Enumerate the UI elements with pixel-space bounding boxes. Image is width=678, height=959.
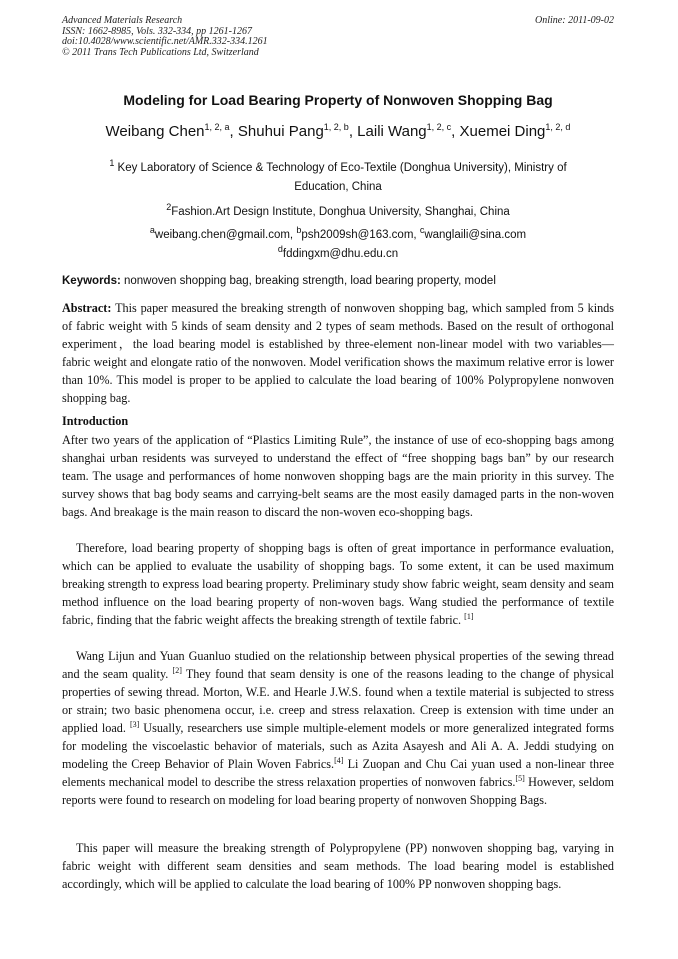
abstract — [62, 299, 614, 407]
author-affiliation-sup: 1, 2, c — [426, 122, 452, 132]
journal-header — [62, 16, 614, 58]
abstract-label: Abstract: — [62, 301, 112, 315]
affiliation-1 — [86, 159, 590, 197]
author-name: Shuhui Pang — [237, 123, 324, 140]
author-affiliation-sup: 1, 2, a — [204, 122, 230, 132]
keywords-label: Keywords: — [62, 275, 121, 287]
affiliation-text: Key Laboratory of Science & Technology of Eco-Textile (Donghua University), Ministry of Education, China — [117, 162, 567, 193]
keywords — [62, 275, 614, 287]
author-name: Weibang Chen — [105, 123, 205, 140]
issn-line: ISSN: 1662-8985, Vols. 332-334, pp 1261-1267 — [62, 25, 252, 37]
paragraph-text: Li Zuopan and Chu Cai yuan used a non-linear three elements mechanical model to describe the stress relaxation properties of nonwoven fabrics. — [62, 757, 615, 789]
keywords-text: nonwoven shopping bag, breaking strength, load bearing property, model — [124, 275, 496, 287]
journal-name: Advanced Materials Research — [62, 15, 183, 26]
citation-ref: [3] — [129, 719, 140, 729]
author-name: Xuemei Ding — [459, 123, 546, 140]
email-marker: b — [296, 225, 302, 236]
affiliation-number: 2 — [166, 202, 172, 213]
email-address[interactable]: weibang.chen@gmail.com, — [154, 229, 294, 241]
author-affiliation-sup: 1, 2, d — [545, 122, 571, 132]
paragraph-text: They found that seam density is one of the reasons leading to the change of physical properties of sewing thread. Morton, W.E. and Hearle J.W.S. found when a textile material is subjected to stress or strain; two basic phenomena occur, i.e. creep and stress relaxation. Creep is extension with time under an applied load. — [62, 667, 614, 735]
email-address[interactable]: wanglaili@sina.com — [424, 229, 527, 241]
paragraph-text: Wang Lijun and Yuan Guanluo studied on the relationship between physical properties of the sewing thread and the seam quality. — [62, 649, 614, 681]
paper-title: Modeling for Load Bearing Property of Nonwoven Shopping Bag — [123, 92, 553, 108]
affiliation-2 — [62, 203, 614, 222]
paragraph: After two years of the application of “Plastics Limiting Rule”, the instance of use of eco-shopping bags among shanghai urban residents was surveyed to understand the effect of “free shopping bags ban” by our research team. The usage and performances of home nonwoven shopping bags are the main priority in this survey. The survey shows that bag body seams and carrying-belt seams are the most easily damaged parts in the non-woven bags. And breakage is the main reason to discard the non-woven eco-shopping bags. — [62, 433, 614, 519]
online-date: Online: 2011-09-02 — [535, 15, 614, 26]
author-affiliation-sup: 1, 2, b — [323, 122, 349, 132]
paragraph — [62, 539, 614, 629]
email-address[interactable]: fddingxm@dhu.edu.cn — [282, 248, 399, 260]
author-list: Weibang Chen$^{1, 2, a}$, Shuhui Pang$^{1, 2, b}$, Laili Wang$^{1, 2, c}$, Xuemei Ding$^{1, 2, d}$ — [105, 122, 571, 140]
citation-ref: [4] — [334, 755, 344, 765]
author-emails — [62, 226, 614, 264]
doi-line: doi:10.4028/www.scientific.net/AMR.332-334.1261 — [62, 36, 268, 47]
paragraph-text: However, seldom reports were found to research on modeling for load bearing property of nonwoven Shopping Bags. — [62, 775, 614, 807]
paragraph-text: Therefore, load bearing property of shopping bags is often of great importance in performance evaluation, which can be applied to evaluate the usability of shopping bags. To some extent, it can be used maximum breaking strength to express load bearing property. Preliminary study show fabric weight, seam density and seam method influence on the load bearing property of non-woven bags. Wang studied the performance of textile fabric, finding that the fabric weight affects the breaking strength of textile fabric. — [62, 541, 614, 627]
email-marker: c — [419, 225, 425, 236]
paragraph-text: Usually, researchers use simple multiple-element models or more generalized integrated forms for modeling the viscoelastic behavior of materials, such as Azita Asayesh and Ali A. A. Jeddi studying on modeling the Creep Behavior of Plain Woven Fabrics. — [62, 721, 615, 771]
citation-ref: [1] — [464, 611, 474, 621]
paragraph — [62, 647, 614, 809]
citation-ref: [5] — [515, 773, 525, 783]
paragraph: This paper will measure the breaking strength of Polypropylene (PP) nonwoven shopping bag, varying in fabric weight with different seam densities and seam methods. The load bearing model is established accordingly, which will be applied to calculate the load bearing of 100% PP nonwoven shopping bags. — [62, 841, 614, 891]
affiliation-number: 1 — [109, 158, 115, 169]
copyright-line: © 2011 Trans Tech Publications Ltd, Switzerland — [62, 46, 259, 58]
email-marker: a — [149, 225, 155, 236]
email-address[interactable]: psh2009sh@163.com, — [301, 229, 417, 241]
abstract-text: This paper measured the breaking strength of nonwoven shopping bag, which sampled from 5 kinds of fabric weight with 5 kinds of seam density and 2 types of seam methods. Based on the result of orthogonal experiment，the load bearing model is established by three-element non-linear model with two variables—fabric weight and elongate ratio of the nonwoven. Model verification shows the maximum relative error is lower than 10%. This model is proper to be applied to calculate the load bearing of 100% Polypropylene nonwoven shopping bag. — [62, 301, 615, 405]
citation-ref: [2] — [172, 665, 182, 675]
affiliation-text: Fashion.Art Design Institute, Donghua University, Shanghai, China — [171, 206, 510, 218]
email-marker: d — [277, 244, 283, 255]
section-heading-introduction: Introduction — [62, 414, 129, 428]
author-name: Laili Wang — [357, 123, 427, 140]
